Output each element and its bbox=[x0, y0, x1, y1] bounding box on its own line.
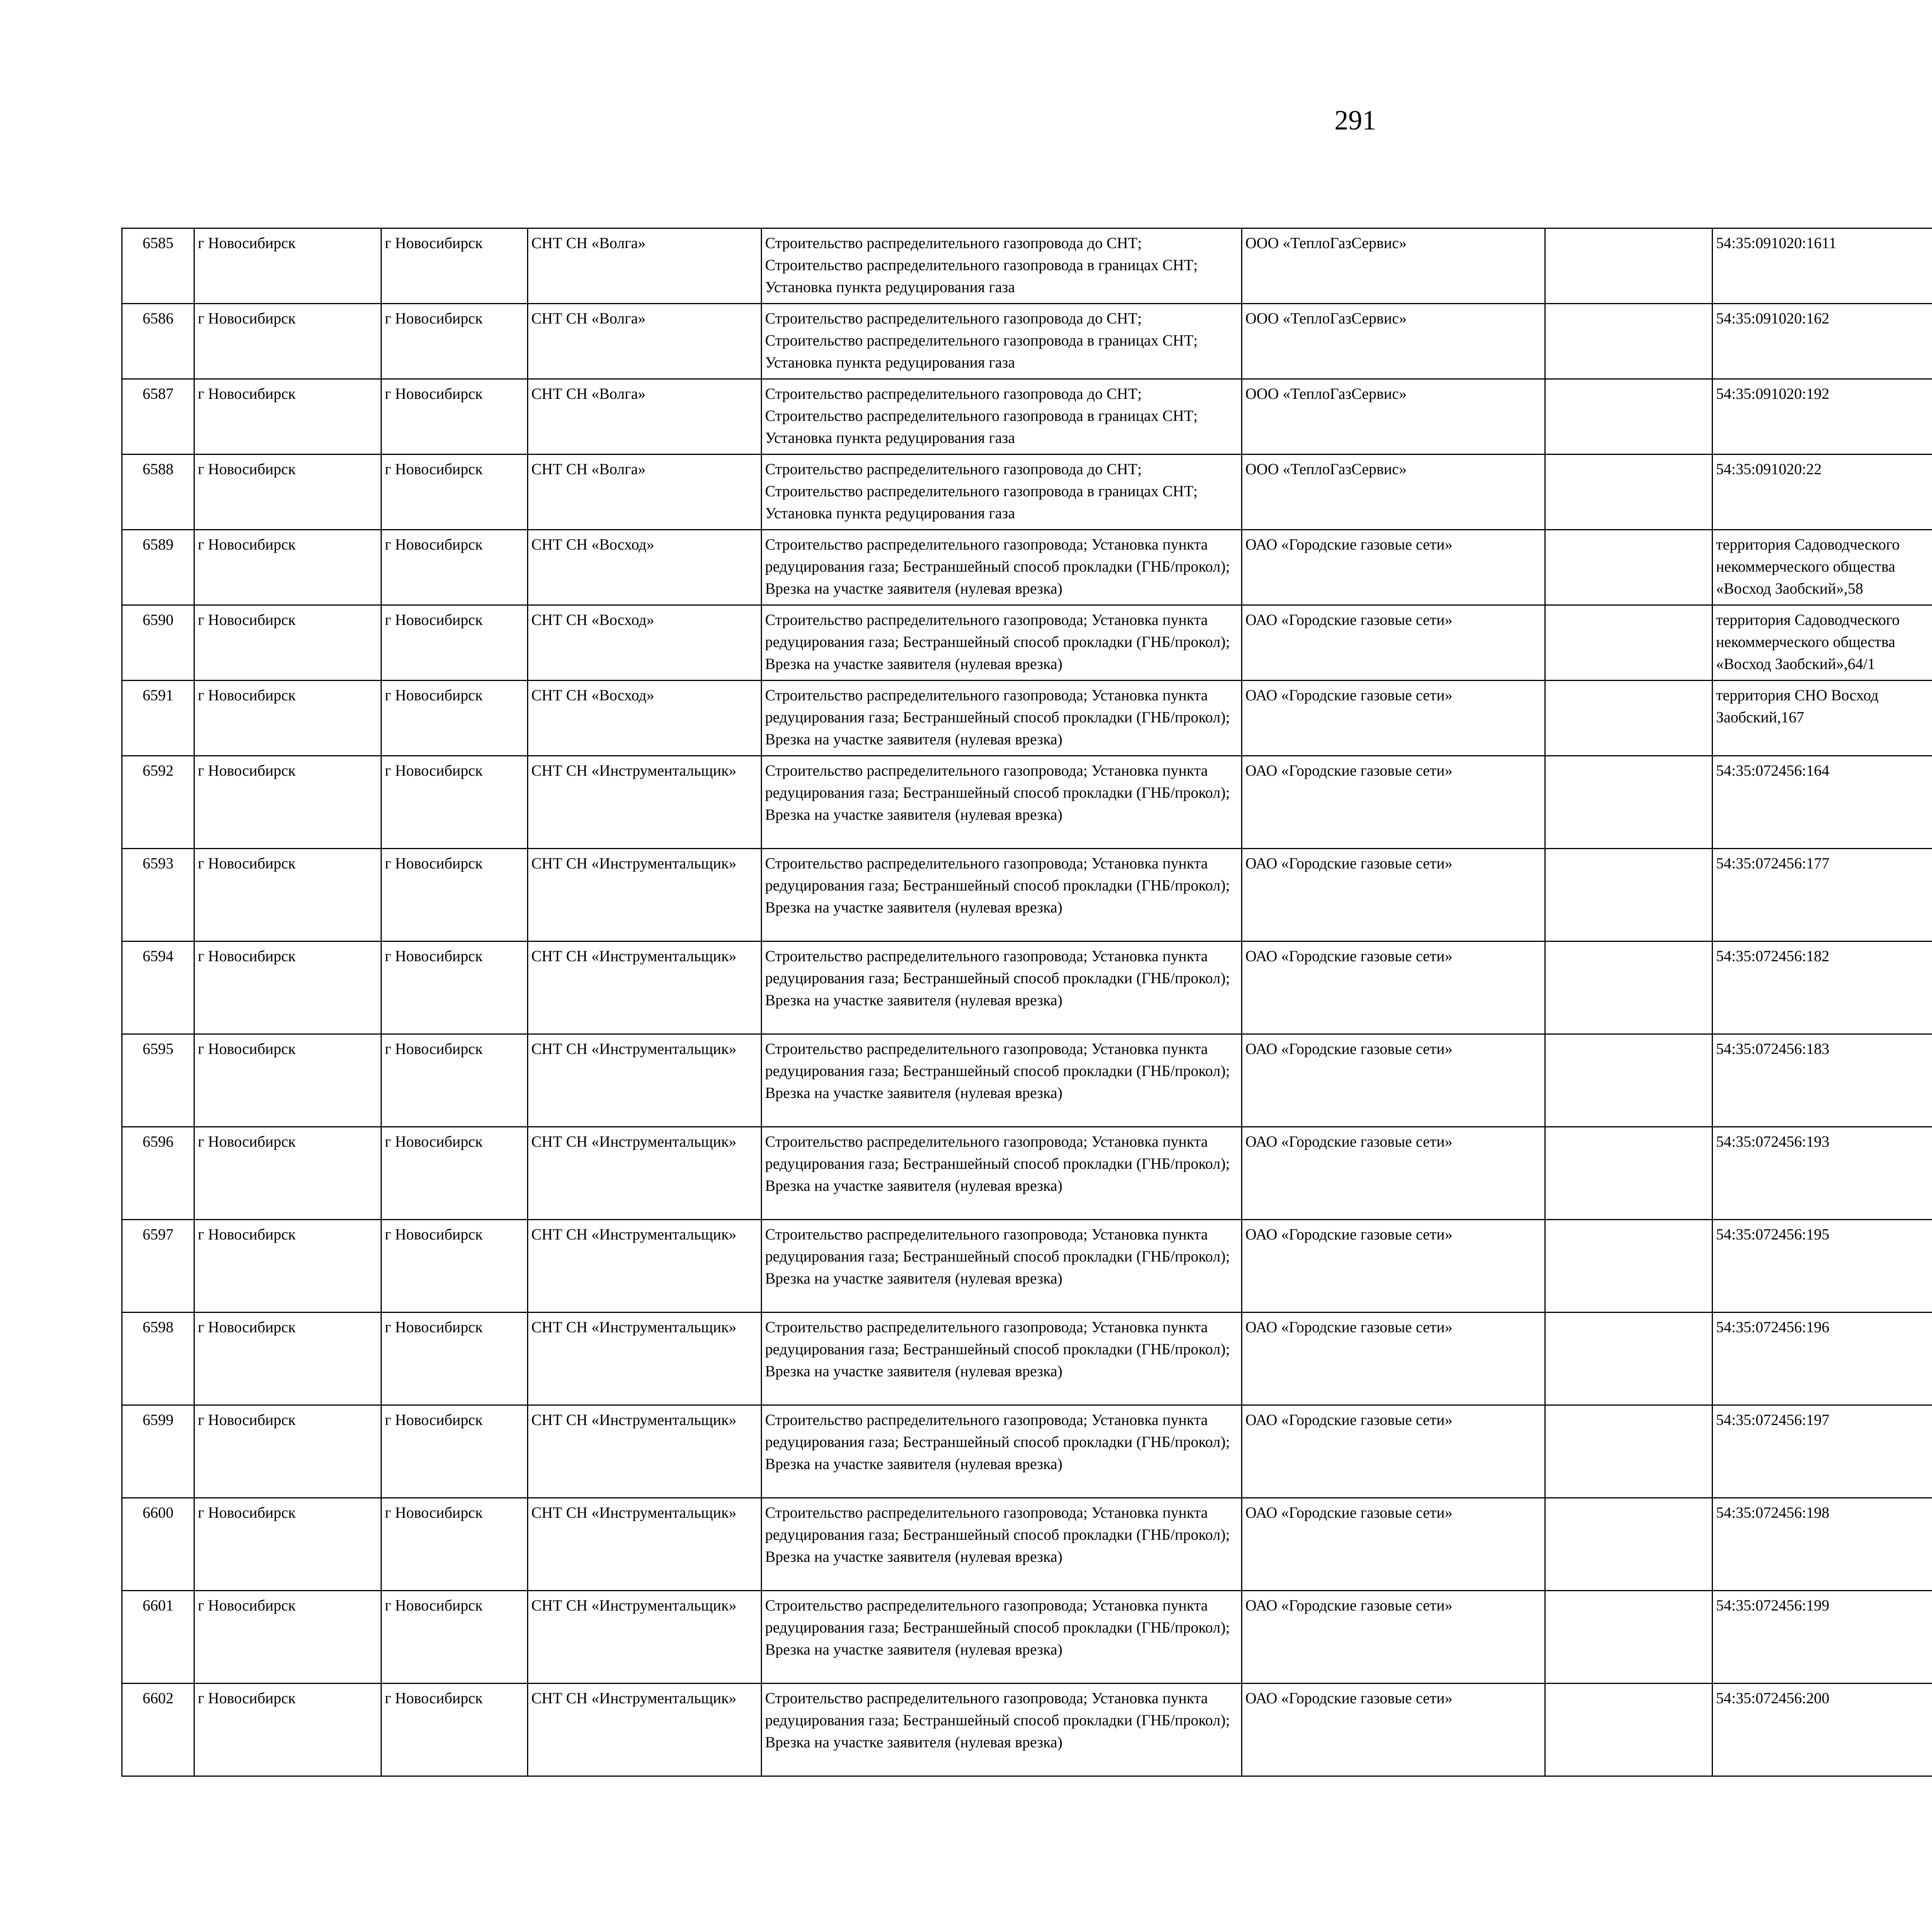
work-description-cell: Строительство распределительного газопровода; Установка пункта редуцирования газа; Бестраншейный способ прокладки (ГНБ/прокол); Врезка на участке заявителя (нулевая врезка) bbox=[762, 756, 1242, 849]
work-description-cell: Строительство распределительного газопровода; Установка пункта редуцирования газа; Бестраншейный способ прокладки (ГНБ/прокол); Врезка на участке заявителя (нулевая врезка) bbox=[762, 1405, 1242, 1498]
settlement-cell: г Новосибирск bbox=[381, 849, 528, 941]
organization-cell: ОАО «Городские газовые сети» bbox=[1242, 1313, 1545, 1405]
row-number-cell: 6590 bbox=[122, 605, 194, 681]
empty-cell bbox=[1545, 1127, 1713, 1220]
table-row bbox=[122, 681, 1932, 756]
work-description-cell: Строительство распределительного газопровода до СНТ; Строительство распределительного газопровода в границах СНТ; Установка пункта редуцирования газа bbox=[762, 304, 1242, 379]
table-row bbox=[122, 530, 1932, 605]
municipality-cell: г Новосибирск bbox=[194, 1405, 381, 1498]
table-row bbox=[122, 605, 1932, 681]
municipality-cell: г Новосибирск bbox=[194, 756, 381, 849]
empty-cell bbox=[1545, 849, 1713, 941]
row-number-cell: 6596 bbox=[122, 1127, 194, 1220]
settlement-cell: г Новосибирск bbox=[381, 228, 528, 304]
table-row bbox=[122, 379, 1932, 455]
work-description-cell: Строительство распределительного газопровода до СНТ; Строительство распределительного газопровода в границах СНТ; Установка пункта редуцирования газа bbox=[762, 455, 1242, 530]
cadastral-number-cell: территория СНО Восход Заобский,167 bbox=[1713, 681, 1932, 756]
municipality-cell: г Новосибирск bbox=[194, 1127, 381, 1220]
empty-cell bbox=[1545, 1684, 1713, 1776]
row-number-cell: 6598 bbox=[122, 1313, 194, 1405]
object-name-cell: СНТ СН «Инструментальщик» bbox=[528, 756, 762, 849]
cadastral-number-cell: 54:35:091020:162 bbox=[1713, 304, 1932, 379]
settlement-cell: г Новосибирск bbox=[381, 1220, 528, 1313]
object-name-cell: СНТ СН «Инструментальщик» bbox=[528, 941, 762, 1034]
settlement-cell: г Новосибирск bbox=[381, 1684, 528, 1776]
organization-cell: ООО «ТеплоГазСервис» bbox=[1242, 304, 1545, 379]
empty-cell bbox=[1545, 379, 1713, 455]
cadastral-number-cell: 54:35:072456:200 bbox=[1713, 1684, 1932, 1776]
empty-cell bbox=[1545, 605, 1713, 681]
table-row bbox=[122, 1498, 1932, 1591]
cadastral-number-cell: 54:35:072456:193 bbox=[1713, 1127, 1932, 1220]
row-number-cell: 6585 bbox=[122, 228, 194, 304]
municipality-cell: г Новосибирск bbox=[194, 1684, 381, 1776]
municipality-cell: г Новосибирск bbox=[194, 1220, 381, 1313]
municipality-cell: г Новосибирск bbox=[194, 530, 381, 605]
object-name-cell: СНТ СН «Восход» bbox=[528, 530, 762, 605]
work-description-cell: Строительство распределительного газопровода; Установка пункта редуцирования газа; Бестраншейный способ прокладки (ГНБ/прокол); Врезка на участке заявителя (нулевая врезка) bbox=[762, 1498, 1242, 1591]
cadastral-number-cell: 54:35:091020:1611 bbox=[1713, 228, 1932, 304]
object-name-cell: СНТ СН «Инструментальщик» bbox=[528, 1127, 762, 1220]
empty-cell bbox=[1545, 1034, 1713, 1127]
cadastral-number-cell: 54:35:072456:182 bbox=[1713, 941, 1932, 1034]
table-body bbox=[122, 228, 1932, 1776]
municipality-cell: г Новосибирск bbox=[194, 304, 381, 379]
municipality-cell: г Новосибирск bbox=[194, 1498, 381, 1591]
row-number-cell: 6601 bbox=[122, 1591, 194, 1684]
municipality-cell: г Новосибирск bbox=[194, 1591, 381, 1684]
settlement-cell: г Новосибирск bbox=[381, 1498, 528, 1591]
organization-cell: ОАО «Городские газовые сети» bbox=[1242, 941, 1545, 1034]
empty-cell bbox=[1545, 1405, 1713, 1498]
work-description-cell: Строительство распределительного газопровода; Установка пункта редуцирования газа; Бестраншейный способ прокладки (ГНБ/прокол); Врезка на участке заявителя (нулевая врезка) bbox=[762, 1684, 1242, 1776]
object-name-cell: СНТ СН «Волга» bbox=[528, 455, 762, 530]
row-number-cell: 6589 bbox=[122, 530, 194, 605]
cadastral-number-cell: 54:35:072456:177 bbox=[1713, 849, 1932, 941]
settlement-cell: г Новосибирск bbox=[381, 455, 528, 530]
organization-cell: ОАО «Городские газовые сети» bbox=[1242, 1127, 1545, 1220]
organization-cell: ООО «ТеплоГазСервис» bbox=[1242, 455, 1545, 530]
empty-cell bbox=[1545, 228, 1713, 304]
work-description-cell: Строительство распределительного газопровода; Установка пункта редуцирования газа; Бестраншейный способ прокладки (ГНБ/прокол); Врезка на участке заявителя (нулевая врезка) bbox=[762, 1220, 1242, 1313]
work-description-cell: Строительство распределительного газопровода; Установка пункта редуцирования газа; Бестраншейный способ прокладки (ГНБ/прокол); Врезка на участке заявителя (нулевая врезка) bbox=[762, 605, 1242, 681]
municipality-cell: г Новосибирск bbox=[194, 605, 381, 681]
work-description-cell: Строительство распределительного газопровода до СНТ; Строительство распределительного газопровода в границах СНТ; Установка пункта редуцирования газа bbox=[762, 379, 1242, 455]
cadastral-number-cell: 54:35:091020:192 bbox=[1713, 379, 1932, 455]
row-number-cell: 6599 bbox=[122, 1405, 194, 1498]
municipality-cell: г Новосибирск bbox=[194, 1313, 381, 1405]
object-name-cell: СНТ СН «Инструментальщик» bbox=[528, 1034, 762, 1127]
empty-cell bbox=[1545, 304, 1713, 379]
object-name-cell: СНТ СН «Инструментальщик» bbox=[528, 1498, 762, 1591]
row-number-cell: 6591 bbox=[122, 681, 194, 756]
row-number-cell: 6594 bbox=[122, 941, 194, 1034]
cadastral-number-cell: 54:35:072456:183 bbox=[1713, 1034, 1932, 1127]
settlement-cell: г Новосибирск bbox=[381, 379, 528, 455]
table-row bbox=[122, 1684, 1932, 1776]
table-row bbox=[122, 1034, 1932, 1127]
work-description-cell: Строительство распределительного газопровода до СНТ; Строительство распределительного газопровода в границах СНТ; Установка пункта редуцирования газа bbox=[762, 228, 1242, 304]
cadastral-number-cell: 54:35:072456:195 bbox=[1713, 1220, 1932, 1313]
empty-cell bbox=[1545, 1498, 1713, 1591]
cadastral-number-cell: 54:35:072456:196 bbox=[1713, 1313, 1932, 1405]
municipality-cell: г Новосибирск bbox=[194, 1034, 381, 1127]
row-number-cell: 6588 bbox=[122, 455, 194, 530]
cadastral-number-cell: 54:35:072456:197 bbox=[1713, 1405, 1932, 1498]
settlement-cell: г Новосибирск bbox=[381, 941, 528, 1034]
work-description-cell: Строительство распределительного газопровода; Установка пункта редуцирования газа; Бестраншейный способ прокладки (ГНБ/прокол); Врезка на участке заявителя (нулевая врезка) bbox=[762, 530, 1242, 605]
municipality-cell: г Новосибирск bbox=[194, 379, 381, 455]
row-number-cell: 6587 bbox=[122, 379, 194, 455]
work-description-cell: Строительство распределительного газопровода; Установка пункта редуцирования газа; Бестраншейный способ прокладки (ГНБ/прокол); Врезка на участке заявителя (нулевая врезка) bbox=[762, 681, 1242, 756]
organization-cell: ОАО «Городские газовые сети» bbox=[1242, 681, 1545, 756]
object-name-cell: СНТ СН «Восход» bbox=[528, 605, 762, 681]
work-description-cell: Строительство распределительного газопровода; Установка пункта редуцирования газа; Бестраншейный способ прокладки (ГНБ/прокол); Врезка на участке заявителя (нулевая врезка) bbox=[762, 941, 1242, 1034]
cadastral-number-cell: 54:35:072456:198 bbox=[1713, 1498, 1932, 1591]
object-name-cell: СНТ СН «Инструментальщик» bbox=[528, 1313, 762, 1405]
table-row bbox=[122, 941, 1932, 1034]
organization-cell: ОАО «Городские газовые сети» bbox=[1242, 756, 1545, 849]
object-name-cell: СНТ СН «Инструментальщик» bbox=[528, 1405, 762, 1498]
object-name-cell: СНТ СН «Инструментальщик» bbox=[528, 1220, 762, 1313]
municipality-cell: г Новосибирск bbox=[194, 228, 381, 304]
settlement-cell: г Новосибирск bbox=[381, 530, 528, 605]
table-row bbox=[122, 849, 1932, 941]
cadastral-number-cell: 54:35:072456:199 bbox=[1713, 1591, 1932, 1684]
settlement-cell: г Новосибирск bbox=[381, 1591, 528, 1684]
object-name-cell: СНТ СН «Восход» bbox=[528, 681, 762, 756]
settlement-cell: г Новосибирск bbox=[381, 304, 528, 379]
organization-cell: ОАО «Городские газовые сети» bbox=[1242, 1684, 1545, 1776]
object-name-cell: СНТ СН «Волга» bbox=[528, 304, 762, 379]
table-row bbox=[122, 455, 1932, 530]
municipality-cell: г Новосибирск bbox=[194, 849, 381, 941]
settlement-cell: г Новосибирск bbox=[381, 681, 528, 756]
organization-cell: ОАО «Городские газовые сети» bbox=[1242, 605, 1545, 681]
organization-cell: ОАО «Городские газовые сети» bbox=[1242, 849, 1545, 941]
table-row bbox=[122, 756, 1932, 849]
cadastral-number-cell: территория Садоводческого некоммерческого общества «Восход Заобский»,64/1 bbox=[1713, 605, 1932, 681]
municipality-cell: г Новосибирск bbox=[194, 681, 381, 756]
organization-cell: ОАО «Городские газовые сети» bbox=[1242, 1498, 1545, 1591]
row-number-cell: 6600 bbox=[122, 1498, 194, 1591]
organization-cell: ООО «ТеплоГазСервис» bbox=[1242, 379, 1545, 455]
object-name-cell: СНТ СН «Инструментальщик» bbox=[528, 1591, 762, 1684]
object-name-cell: СНТ СН «Инструментальщик» bbox=[528, 1684, 762, 1776]
municipality-cell: г Новосибирск bbox=[194, 941, 381, 1034]
work-description-cell: Строительство распределительного газопровода; Установка пункта редуцирования газа; Бестраншейный способ прокладки (ГНБ/прокол); Врезка на участке заявителя (нулевая врезка) bbox=[762, 1127, 1242, 1220]
table-row bbox=[122, 1591, 1932, 1684]
settlement-cell: г Новосибирск bbox=[381, 756, 528, 849]
table-row bbox=[122, 228, 1932, 304]
gasification-table bbox=[121, 228, 1932, 1777]
table-row bbox=[122, 1405, 1932, 1498]
empty-cell bbox=[1545, 1313, 1713, 1405]
municipality-cell: г Новосибирск bbox=[194, 455, 381, 530]
settlement-cell: г Новосибирск bbox=[381, 1034, 528, 1127]
empty-cell bbox=[1545, 756, 1713, 849]
organization-cell: ОАО «Городские газовые сети» bbox=[1242, 530, 1545, 605]
settlement-cell: г Новосибирск bbox=[381, 1127, 528, 1220]
row-number-cell: 6595 bbox=[122, 1034, 194, 1127]
row-number-cell: 6597 bbox=[122, 1220, 194, 1313]
empty-cell bbox=[1545, 681, 1713, 756]
work-description-cell: Строительство распределительного газопровода; Установка пункта редуцирования газа; Бестраншейный способ прокладки (ГНБ/прокол); Врезка на участке заявителя (нулевая врезка) bbox=[762, 1034, 1242, 1127]
cadastral-number-cell: 54:35:091020:22 bbox=[1713, 455, 1932, 530]
row-number-cell: 6602 bbox=[122, 1684, 194, 1776]
work-description-cell: Строительство распределительного газопровода; Установка пункта редуцирования газа; Бестраншейный способ прокладки (ГНБ/прокол); Врезка на участке заявителя (нулевая врезка) bbox=[762, 849, 1242, 941]
work-description-cell: Строительство распределительного газопровода; Установка пункта редуцирования газа; Бестраншейный способ прокладки (ГНБ/прокол); Врезка на участке заявителя (нулевая врезка) bbox=[762, 1313, 1242, 1405]
empty-cell bbox=[1545, 455, 1713, 530]
empty-cell bbox=[1545, 1220, 1713, 1313]
empty-cell bbox=[1545, 530, 1713, 605]
organization-cell: ОАО «Городские газовые сети» bbox=[1242, 1405, 1545, 1498]
cadastral-number-cell: 54:35:072456:164 bbox=[1713, 756, 1932, 849]
object-name-cell: СНТ СН «Волга» bbox=[528, 228, 762, 304]
settlement-cell: г Новосибирск bbox=[381, 1313, 528, 1405]
table-row bbox=[122, 1313, 1932, 1405]
table-row bbox=[122, 1127, 1932, 1220]
empty-cell bbox=[1545, 1591, 1713, 1684]
object-name-cell: СНТ СН «Инструментальщик» bbox=[528, 849, 762, 941]
empty-cell bbox=[1545, 941, 1713, 1034]
table-row bbox=[122, 304, 1932, 379]
organization-cell: ОАО «Городские газовые сети» bbox=[1242, 1591, 1545, 1684]
object-name-cell: СНТ СН «Волга» bbox=[528, 379, 762, 455]
cadastral-number-cell: территория Садоводческого некоммерческого общества «Восход Заобский»,58 bbox=[1713, 530, 1932, 605]
page-number: 291 bbox=[1334, 105, 1376, 136]
row-number-cell: 6593 bbox=[122, 849, 194, 941]
settlement-cell: г Новосибирск bbox=[381, 605, 528, 681]
organization-cell: ООО «ТеплоГазСервис» bbox=[1242, 228, 1545, 304]
settlement-cell: г Новосибирск bbox=[381, 1405, 528, 1498]
organization-cell: ОАО «Городские газовые сети» bbox=[1242, 1220, 1545, 1313]
organization-cell: ОАО «Городские газовые сети» bbox=[1242, 1034, 1545, 1127]
work-description-cell: Строительство распределительного газопровода; Установка пункта редуцирования газа; Бестраншейный способ прокладки (ГНБ/прокол); Врезка на участке заявителя (нулевая врезка) bbox=[762, 1591, 1242, 1684]
table-row bbox=[122, 1220, 1932, 1313]
row-number-cell: 6586 bbox=[122, 304, 194, 379]
row-number-cell: 6592 bbox=[122, 756, 194, 849]
